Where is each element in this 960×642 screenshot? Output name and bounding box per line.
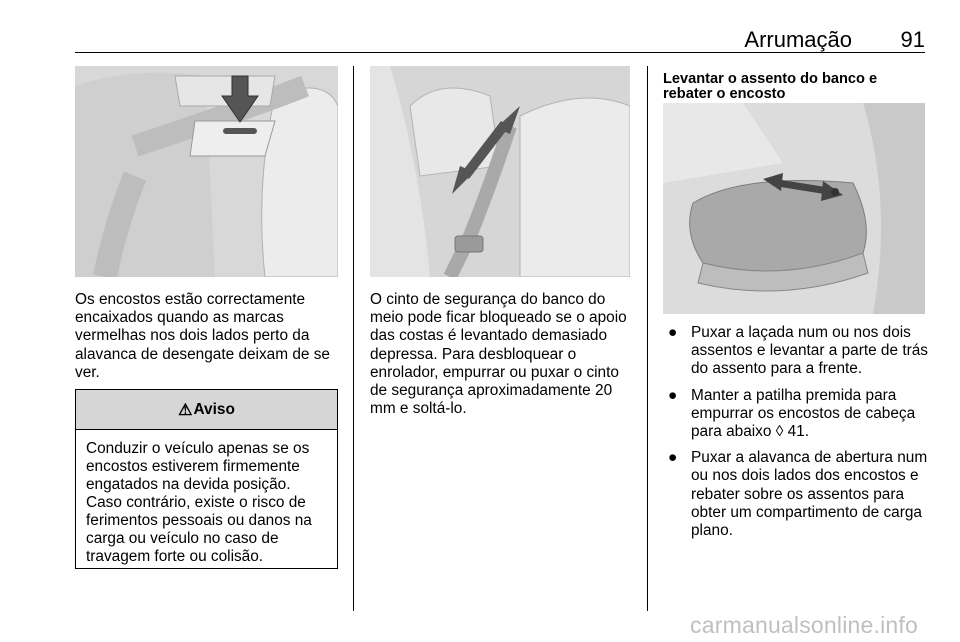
- section-heading: Levantar o assento do banco e rebater o encosto: [663, 71, 878, 102]
- column-divider-1: [353, 66, 354, 611]
- list-item: [663, 324, 929, 379]
- bullet-icon: ●: [668, 324, 678, 341]
- list-item-text: Puxar a laçada num ou nos dois assentos e levantar a parte de trás do assento para a frente.: [691, 324, 928, 378]
- seatbelt-unlock-paragraph: O cinto de segurança do banco do meio pode ficar bloqueado se o apoio das costas é levantado demasiado depressa. Para desbloquear o enrolador, empurrar ou puxar o cinto de segurança aproximadamente 20 mm e soltá-lo.: [370, 291, 627, 418]
- backrest-engagement-paragraph: Os encostos estão correctamente encaixados quando as marcas vermelhas nos dois lados perto da alavanca de desengate deixam de se ver.: [75, 291, 330, 381]
- list-item-text: Manter a patilha premida para empurrar os encostos de cabeça para abaixo: [691, 386, 916, 441]
- warning-text: Conduzir o veículo apenas se os encostos estiverem firmemente engatados na devida posição. Caso contrário, existe o risco de ferimentos pessoais ou danos na carga ou veículo no caso de travagem forte ou colisão.: [86, 440, 312, 565]
- warning-header: [76, 390, 337, 430]
- figure-rear-seat-cushion: [663, 103, 925, 314]
- instruction-list: [663, 324, 929, 548]
- watermark: carmanualsonline.info: [690, 612, 918, 638]
- warning-title: Aviso: [193, 400, 235, 418]
- reference-arrow-icon[interactable]: ◊: [775, 423, 784, 441]
- list-item-text: Puxar a alavanca de abertura num ou nos dois lados dos encostos e rebater sobre os assentos para obter um compartimento de carga plano.: [691, 449, 928, 540]
- header-divider: [75, 52, 925, 53]
- section-title: Arrumação: [744, 27, 852, 52]
- page-reference-link[interactable]: 41.: [787, 423, 810, 441]
- warning-triangle-icon: ⚠: [178, 401, 193, 419]
- page-number: 91: [900, 27, 925, 52]
- figure-backrest-release: [75, 66, 338, 277]
- bullet-icon: ●: [668, 386, 678, 404]
- list-item: [663, 387, 929, 442]
- figure-middle-seatbelt: [370, 66, 630, 277]
- bullet-icon: ●: [668, 449, 678, 467]
- warning-box: [75, 389, 338, 569]
- list-item: [663, 449, 929, 540]
- column-divider-2: [647, 66, 648, 611]
